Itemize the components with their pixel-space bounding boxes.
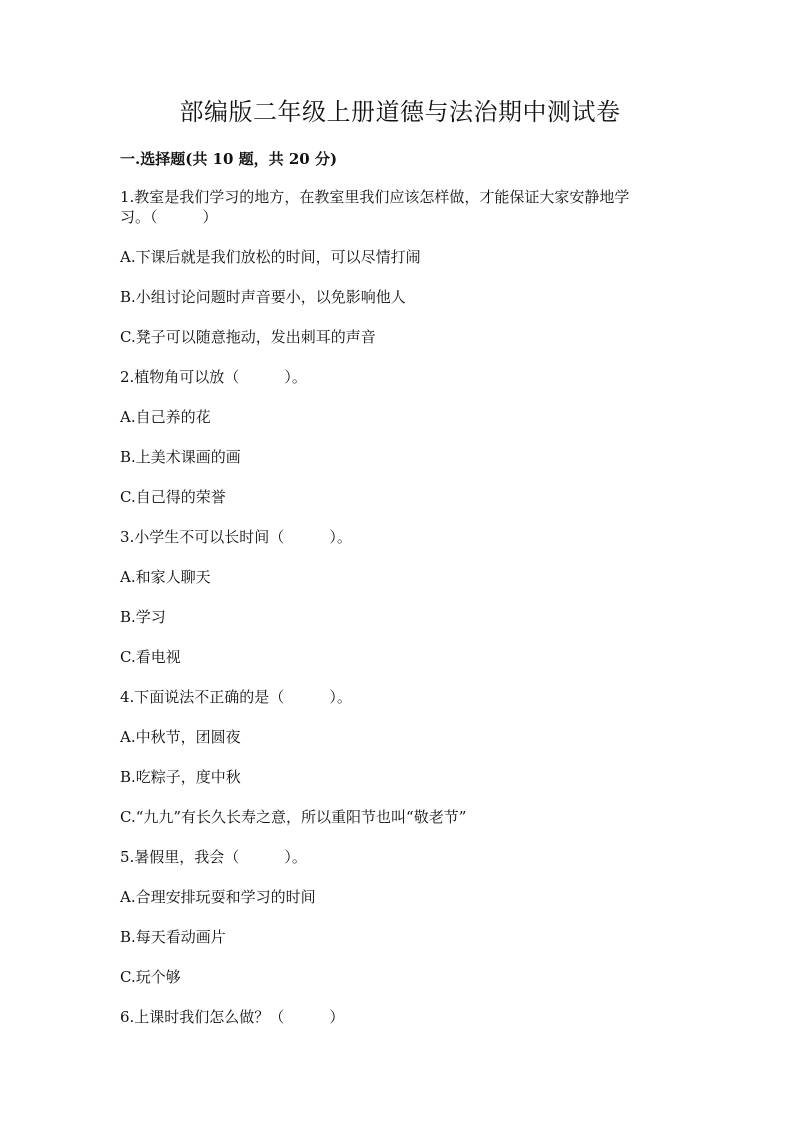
question-list <box>120 187 680 1027</box>
question-2 <box>120 367 680 527</box>
question-3-option-b: B.学习 <box>120 608 166 626</box>
question-3 <box>120 527 680 687</box>
question-5-option-a: A.合理安排玩耍和学习的时间 <box>120 888 316 906</box>
question-4-stem: 4.下面说法不正确的是（ ）。 <box>120 688 352 706</box>
question-3-option-a: A.和家人聊天 <box>120 568 211 586</box>
question-2-stem: 2.植物角可以放（ ）。 <box>120 368 307 386</box>
question-4-option-a: A.中秋节，团圆夜 <box>120 728 241 746</box>
question-1-option-c: C.凳子可以随意拖动，发出刺耳的声音 <box>120 328 376 346</box>
question-6-stem: 6.上课时我们怎么做？（ ） <box>120 1008 345 1026</box>
page-title: 部编版二年级上册道德与法治期中测试卷 <box>179 98 621 126</box>
question-6 <box>120 1007 680 1027</box>
question-3-stem: 3.小学生不可以长时间（ ）。 <box>120 528 352 546</box>
question-5 <box>120 847 680 1007</box>
question-5-stem: 5.暑假里，我会（ ）。 <box>120 848 307 866</box>
question-2-option-a: A.自己养的花 <box>120 408 211 426</box>
question-1-option-b: B.小组讨论问题时声音要小，以免影响他人 <box>120 288 406 306</box>
question-3-option-c: C.看电视 <box>120 648 181 666</box>
question-1-stem-line-1: 1.教室是我们学习的地方，在教室里我们应该怎样做，才能保证大家安静地学 <box>120 188 630 206</box>
question-4-option-c: C.“九九”有长久长寿之意，所以重阳节也叫“敬老节” <box>120 808 467 826</box>
section-heading: 一.选择题(共 10 题，共 20 分) <box>120 150 338 168</box>
question-4-option-b: B.吃粽子，度中秋 <box>120 768 241 786</box>
question-2-option-c: C.自己得的荣誉 <box>120 488 226 506</box>
question-5-option-c: C.玩个够 <box>120 968 181 986</box>
question-2-option-b: B.上美术课画的画 <box>120 448 241 466</box>
question-1-stem-line-2: 习。（ ） <box>120 208 218 226</box>
question-4 <box>120 687 680 847</box>
question-5-option-b: B.每天看动画片 <box>120 928 226 946</box>
question-1-option-a: A.下课后就是我们放松的时间，可以尽情打闹 <box>120 248 421 266</box>
question-1 <box>120 187 680 367</box>
